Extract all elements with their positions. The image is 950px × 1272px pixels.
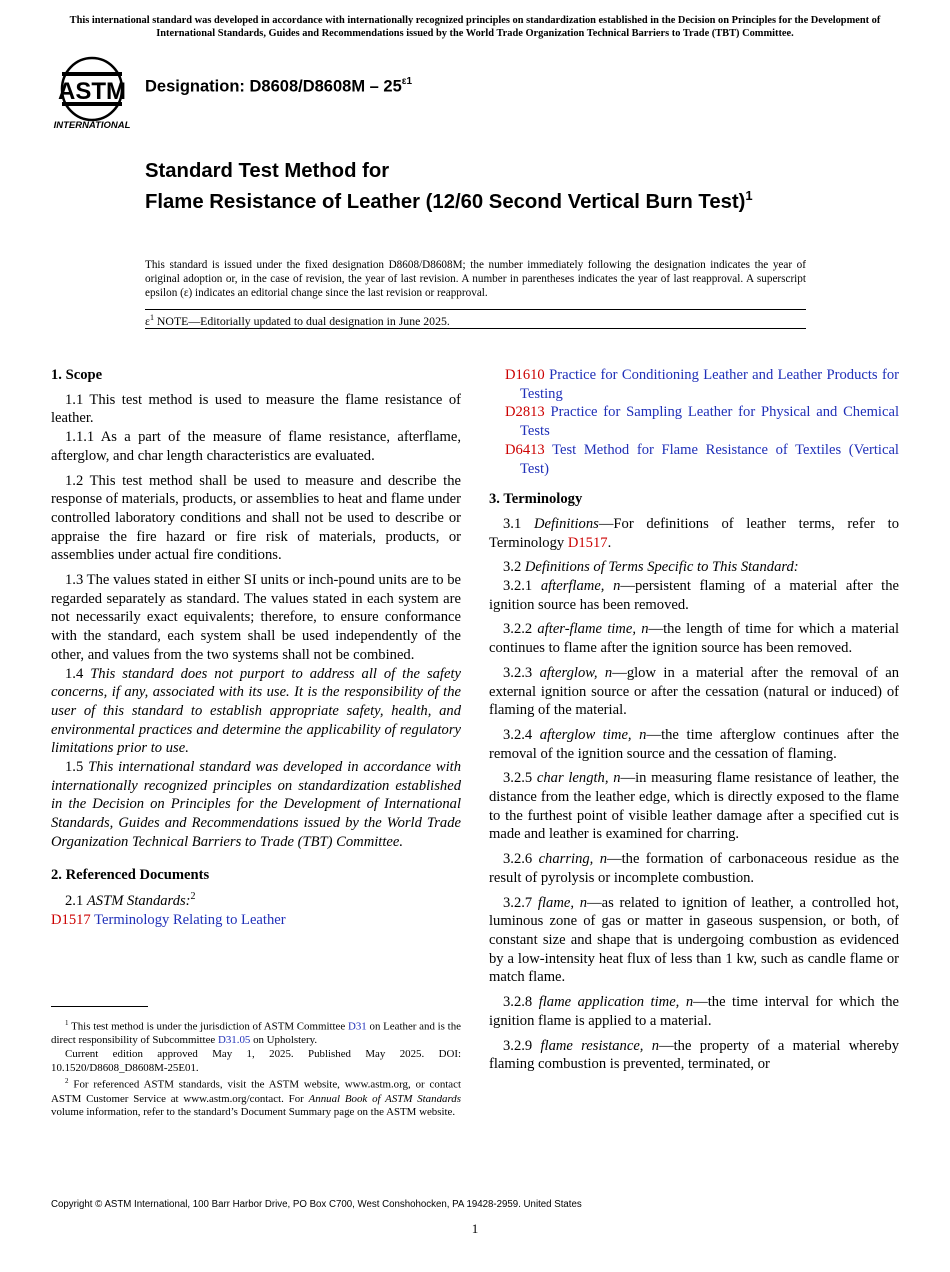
definition-3-2-8: 3.2.8 flame application time, n—the time interval for which the ignition flame is applied to a material.: [489, 994, 900, 1029]
paragraph-2-1: 2.1 ASTM Standards:$^2$: [65, 891, 196, 910]
reference-title[interactable]: Test Method for Flame Resistance of Textiles (Vertical Test): [520, 441, 899, 477]
footnote-1: $^1$ This test method is under the jurisdiction of ASTM Committee D31 on Leather and is the direct responsibility of Subcommittee D31.05 on Upholstery.: [51, 1019, 461, 1047]
paragraph-1-1-1: 1.1.1 As a part of the measure of flame resistance, afterflame, afterglow, and char length characteristics are evaluated.: [51, 429, 461, 464]
paragraph-1-3: 1.3 The values stated in either SI units or inch-pound units are to be regarded separately as standard. The values stated in each system are not necessarily exact equivalents; therefore, to ensure conformance with the standard, each system shall be used independently of the other, and values from the two systems shall not be combined.: [51, 572, 461, 663]
definition-3-2-2: 3.2.2 after-flame time, n—the length of time for which a material continues to flame after the ignition source has been removed.: [489, 621, 900, 657]
footnote-link-d31-05[interactable]: D31.05: [217, 1034, 251, 1047]
designation-epsilon: ε1: [401, 76, 413, 87]
definition-3-2-9: 3.2.9 flame resistance, n—the property of a material whereby flaming combustion is prevented, terminated, or: [489, 1037, 899, 1073]
definition-3-2-6: 3.2.6 charring, n—the formation of carbonaceous residue as the result of pyrolysis or incomplete combustion.: [489, 851, 899, 886]
tbt-notice: This international standard was developed in accordance with internationally recognized principles on standardization established in the Decision on Principles for the Development of International Standards, Guides and Recommendations issued by the World Trade Organization Technical Barriers to Trade (TBT) Committee.: [69, 15, 881, 39]
editorial-note: $\varepsilon^1$ NOTE—Editorially updated to dual designation in June 2025.: [145, 313, 450, 328]
definition-3-2-1: 3.2.1 afterflame, n—persistent flaming of a material after the ignition source has been removed.: [489, 578, 899, 613]
paragraph-1-2: 1.2 This test method shall be used to measure and describe the response of materials, products, or assemblies to heat and flame under controlled laboratory conditions and shall not be used to describe or appraise the fire hazard or fire risk of materials, products, or assemblies under actual fire conditions.: [51, 472, 461, 564]
section-heading-scope: 1. Scope: [51, 367, 103, 383]
definition-3-2-3: 3.2.3 afterglow, n—glow in a material after the removal of an external ignition source or after the cessation (natural or induced) of flaming of the material.: [489, 664, 899, 719]
footnote-link-d31[interactable]: D31: [347, 1020, 367, 1033]
footnote-rule: [51, 1006, 148, 1007]
footnote-edition: Current edition approved May 1, 2025. Published May 2025. DOI: 10.1520/D8608_D8608M-25E01.: [51, 1048, 461, 1074]
title-footnote-mark: 1: [745, 187, 753, 203]
page-number: 1: [471, 1221, 479, 1236]
copyright-notice: Copyright © ASTM International, 100 Barr Harbor Drive, PO Box C700, West Conshohocken, PA 19428-2959. United States: [51, 1199, 582, 1210]
right-column: [489, 366, 899, 1074]
section-heading-referenced-documents: 2. Referenced Documents: [51, 866, 210, 883]
paragraph-1-4: 1.4 This standard does not purport to address all of the safety concerns, if any, associated with its use. It is the responsibility of the user of this standard to establish appropriate safety, health, and environmental practices and determine the applicability of regulatory limitations prior to use.: [51, 665, 461, 757]
paragraph-3-2: 3.2 Definitions of Terms Specific to This Standard:: [503, 559, 799, 576]
logo-wordmark: ASTM: [58, 78, 126, 105]
definition-3-2-5: 3.2.5 char length, n—in measuring flame resistance of leather, the distance from the leather edge, which is directly exposed to the flame to the furthest point of visible leather damage after a specified cut is made and leather is examined for charring.: [489, 770, 899, 843]
reference-d2813[interactable]: [489, 403, 899, 440]
astm-logo: [52, 55, 136, 131]
page-title: [145, 160, 835, 214]
reference-title[interactable]: Practice for Conditioning Leather and Leather Products for Testing: [520, 367, 899, 402]
reference-code[interactable]: D6413: [505, 441, 545, 458]
reference-d1517[interactable]: [51, 911, 461, 930]
divider: [145, 328, 806, 329]
left-column: [51, 366, 461, 930]
title-line-2: Flame Resistance of Leather (12/60 Second Vertical Burn Test)$^1$: [145, 187, 753, 213]
paragraph-1-5: 1.5 This international standard was developed in accordance with internationally recognized principles on standardization established in the Decision on Principles for the Development of International Standards, Guides and Recommendations issued by the World Trade Organization Technical Barriers to Trade (TBT) Committee.: [51, 759, 462, 850]
section-heading-terminology: 3. Terminology: [489, 491, 583, 508]
reference-title[interactable]: Practice for Sampling Leather for Physical and Chemical Tests: [520, 404, 899, 440]
definition-3-2-4: 3.2.4 afterglow time, n—the time afterglow continues after the removal of the ignition source and the cessation of flaming.: [489, 726, 899, 762]
terminology-link-d1517[interactable]: D1517: [567, 534, 608, 551]
reference-code[interactable]: D1517: [51, 911, 91, 928]
reference-d1610[interactable]: [489, 366, 899, 403]
designation: [145, 77, 412, 97]
logo-subtext: INTERNATIONAL: [53, 120, 131, 131]
reference-d6413[interactable]: [489, 441, 899, 478]
footnotes: [51, 1017, 461, 1120]
issuance-statement: This standard is issued under the fixed designation D8608/D8608M; the number immediately following the designation indicates the year of original adoption or, in the case of revision, the year of last revision. A number in parentheses indicates the year of last reapproval. A superscript epsilon (ε) indicates an editorial change since the last revision or reapproval.: [145, 259, 806, 300]
divider: [145, 309, 806, 310]
definition-3-2-7: 3.2.7 flame, n—as related to ignition of leather, a controlled hot, luminous zone of gas or matter in gaseous suspension, or both, of constant size and shape that is undergoing combustion as evidenced by a low-intensity heat flux of less than 1 kw, such as candle flame or match flame.: [489, 894, 899, 986]
reference-title[interactable]: Terminology Relating to Leather: [94, 911, 286, 928]
title-line-1: Standard Test Method for: [145, 160, 390, 182]
designation-label: Designation: D8608/D8608M: [145, 77, 366, 96]
reference-code[interactable]: D2813: [505, 404, 545, 421]
footnote-2: $^2$ For referenced ASTM standards, visit the ASTM website, www.astm.org, or contact ASTM Customer Service at www.astm.org/contact. For Annual Book of ASTM Standards volume information, refer to the standard’s Document Summary page on the ASTM website.: [51, 1077, 461, 1119]
reference-code[interactable]: D1610: [505, 367, 545, 383]
paragraph-1-1: 1.1 This test method is used to measure the flame resistance of leather.: [51, 391, 461, 427]
paragraph-3-1: 3.1 Definitions—For definitions of leather terms, refer to Terminology D1517.: [489, 515, 900, 551]
designation-year: – 25: [365, 77, 402, 96]
